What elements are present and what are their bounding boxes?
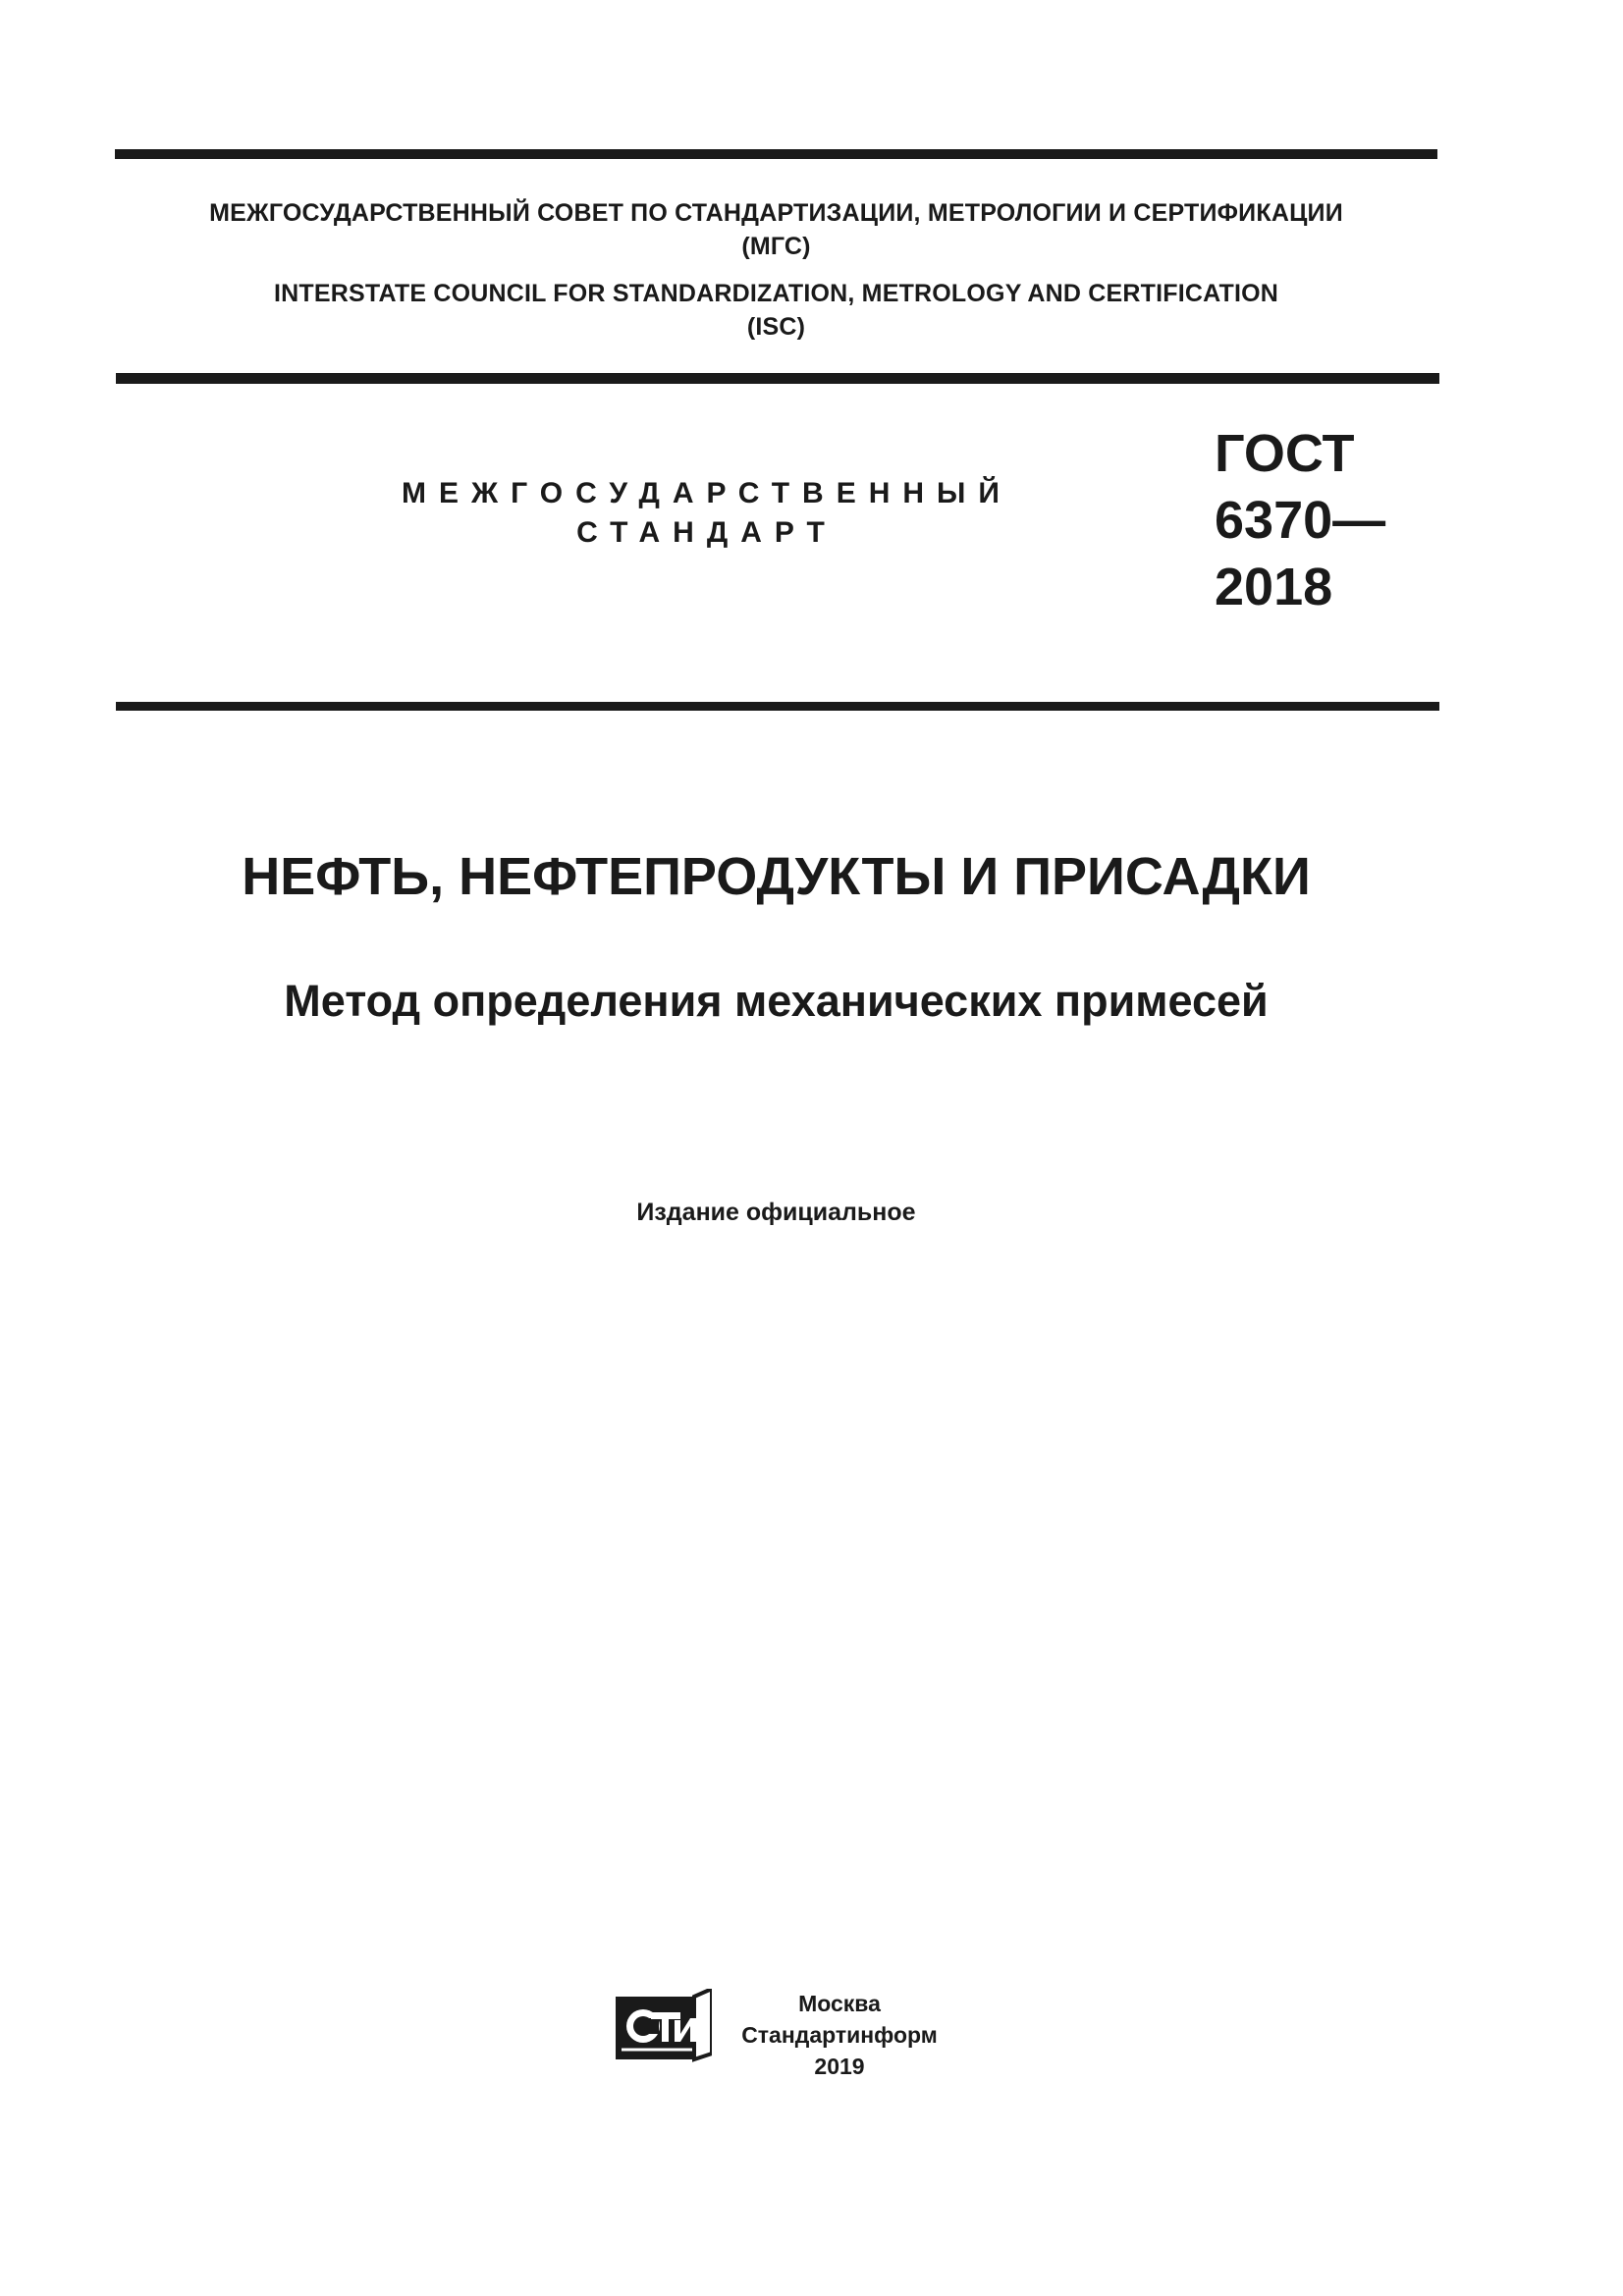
edition-note: Издание официальное <box>636 1199 916 1226</box>
imprint <box>731 1988 947 2082</box>
council-ru <box>115 196 1437 263</box>
standard-year: 2018 <box>1215 558 1333 616</box>
document-title: НЕФТЬ, НЕФТЕПРОДУКТЫ И ПРИСАДКИ <box>242 847 1311 906</box>
designation-rule <box>116 702 1439 711</box>
council-ru-name: МЕЖГОСУДАРСТВЕННЫЙ СОВЕТ ПО СТАНДАРТИЗАЦИИ, МЕТРОЛОГИИ И СЕРТИФИКАЦИИ <box>209 199 1343 227</box>
standard-type-line1: МЕЖГОСУДАРСТВЕННЫЙ <box>402 477 1012 509</box>
imprint-publisher: Стандартинформ <box>741 2022 938 2048</box>
standard-code: ГОСТ <box>1215 424 1355 483</box>
standartinform-logo-icon <box>616 1989 712 2067</box>
council-en-abbr: (ISC) <box>746 313 806 341</box>
council-ru-abbr: (МГС) <box>741 233 811 260</box>
standard-designation <box>1215 420 1385 620</box>
council-en <box>115 277 1437 344</box>
header-rule <box>116 373 1439 384</box>
top-rule <box>115 149 1437 159</box>
standard-number: 6370— <box>1215 491 1386 550</box>
imprint-city: Москва <box>798 1991 881 2016</box>
standard-type <box>373 474 1041 553</box>
council-en-name: INTERSTATE COUNCIL FOR STANDARDIZATION, METROLOGY AND CERTIFICATION <box>273 280 1279 307</box>
standard-type-line2: СТАНДАРТ <box>576 516 838 549</box>
imprint-year: 2019 <box>814 2054 865 2079</box>
document-subtitle: Метод определения механических примесей <box>284 976 1269 1026</box>
